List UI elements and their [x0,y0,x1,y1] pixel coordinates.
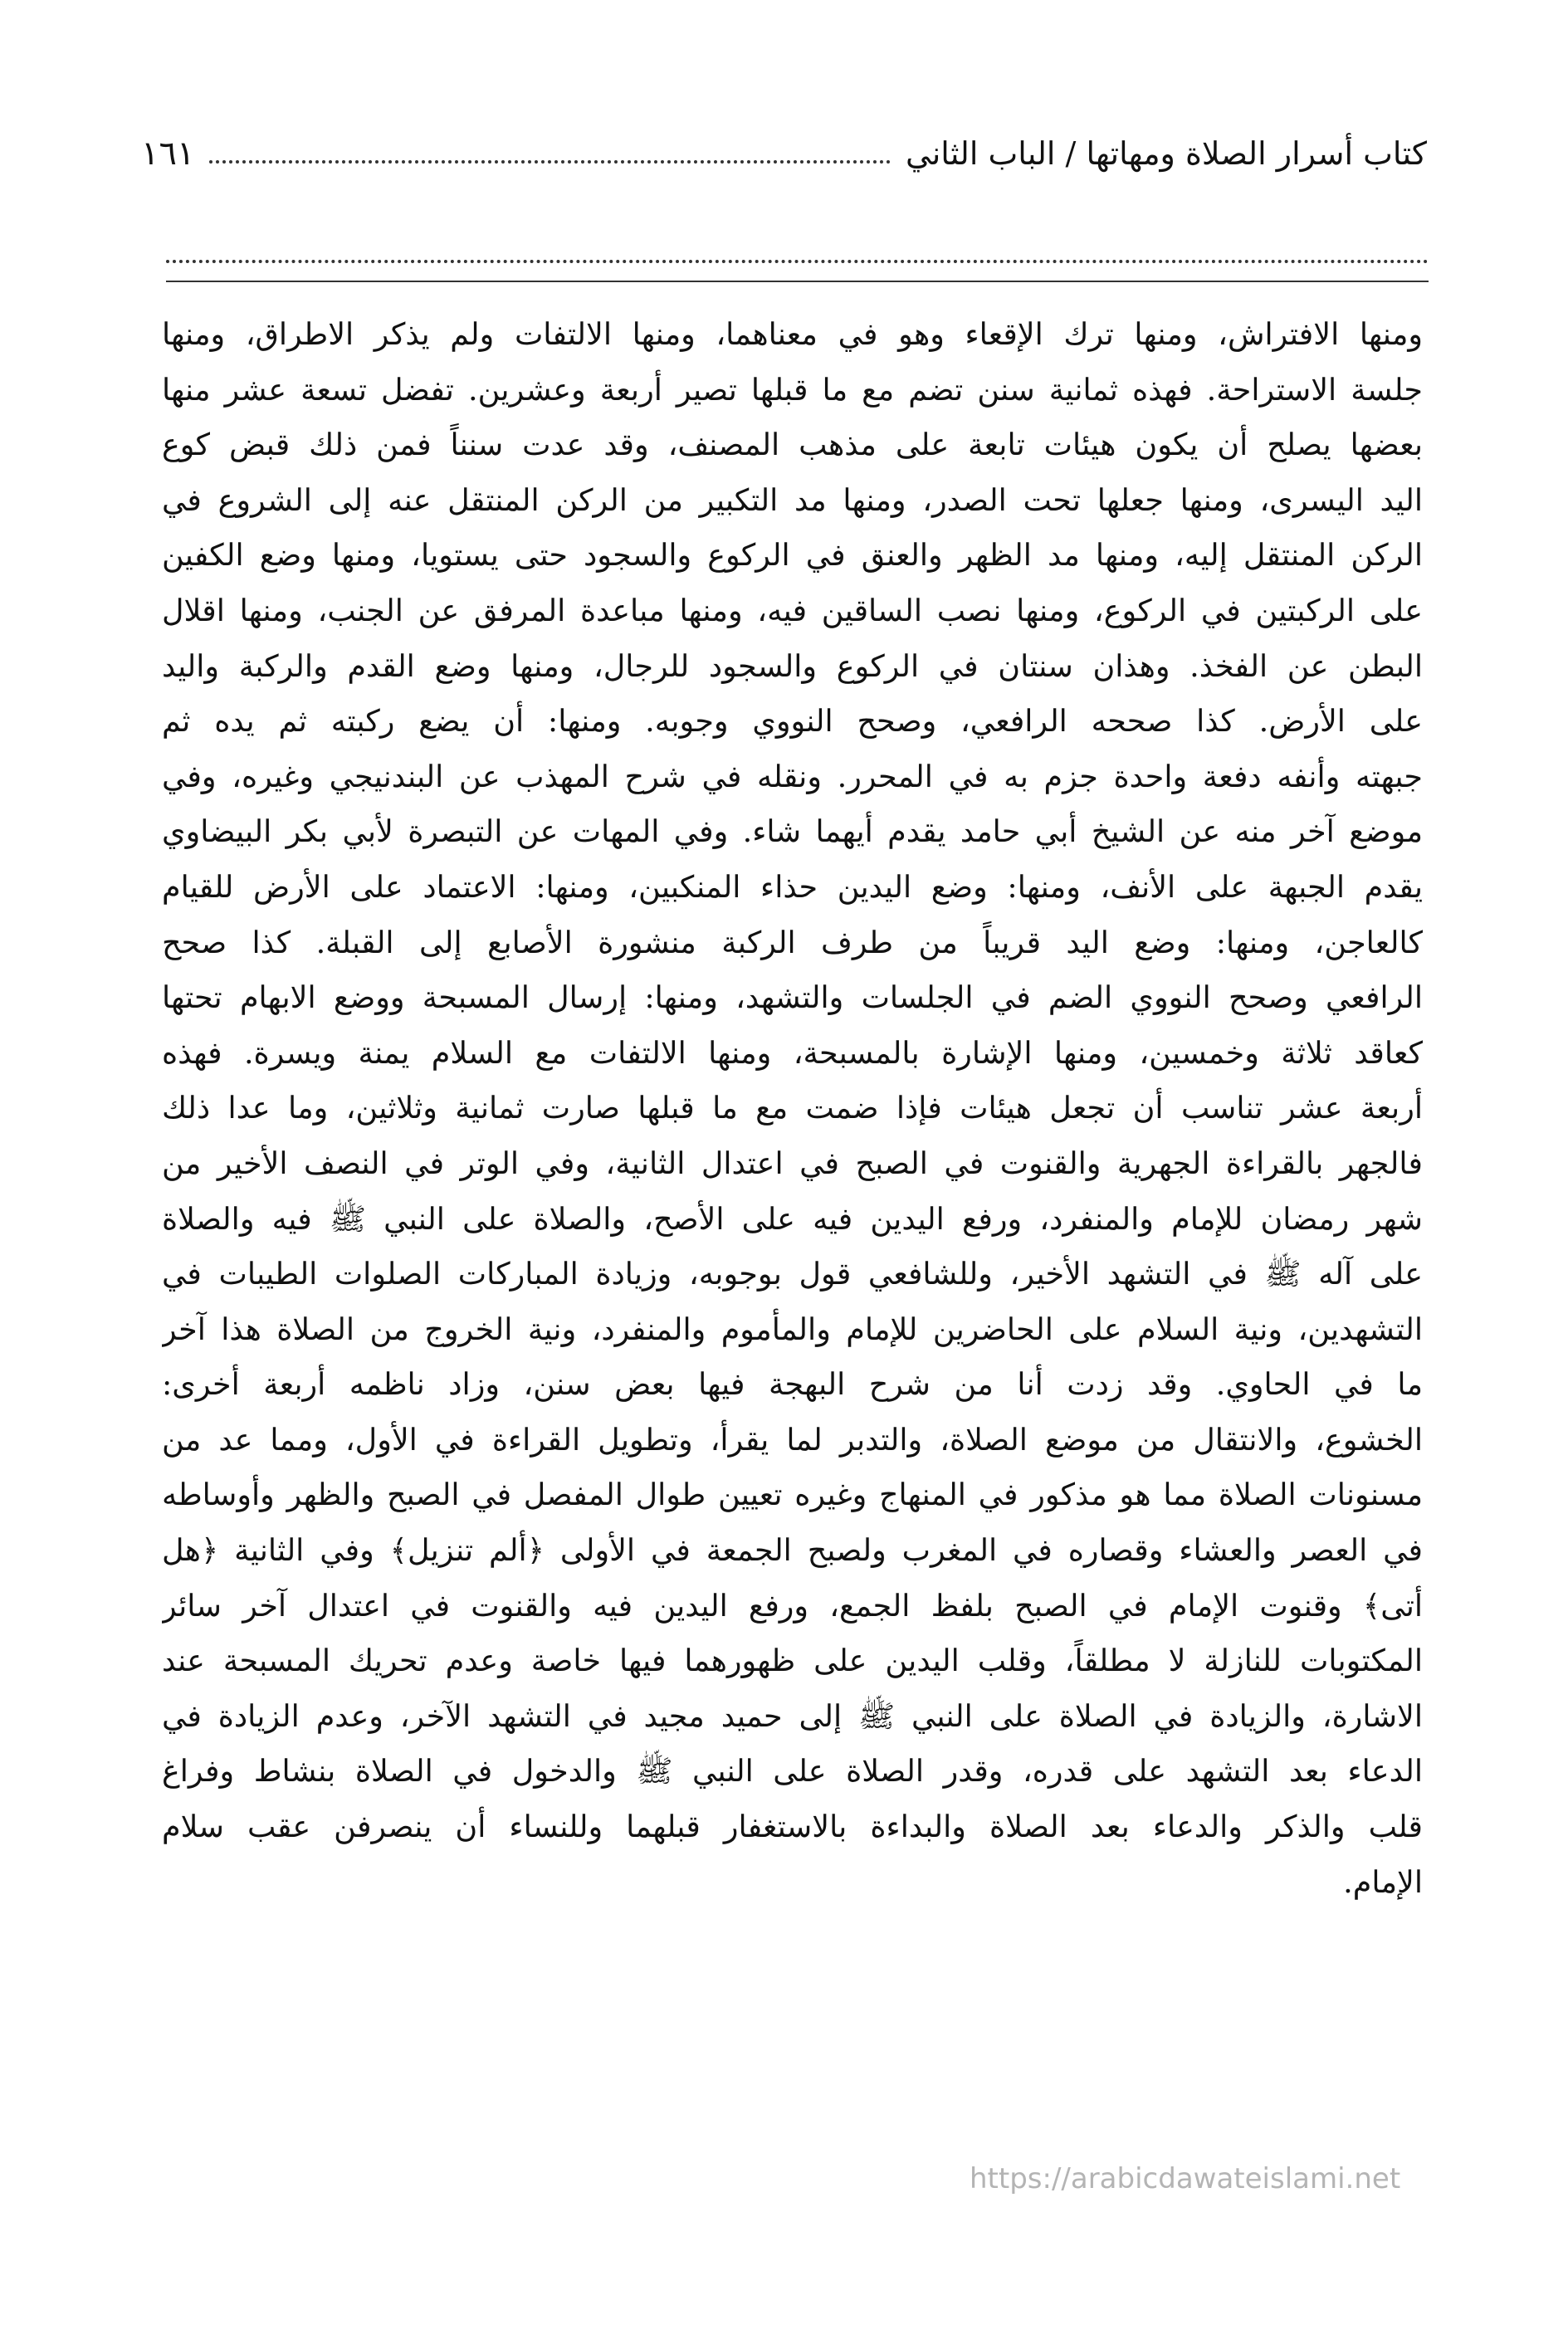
header-title: كتاب أسرار الصلاة ومهاتها / الباب الثاني [906,135,1427,172]
text-line: على آله ﷺ في التشهد الأخير، وللشافعي قول بوجوبه، وزيادة المباركات الصلوات الطيبات في [162,1256,1423,1292]
text-line: يقدم الجبهة على الأنف، ومنها: وضع اليدين حذاء المنكبين، ومنها: الاعتماد على الأرض للقيام [162,868,1423,905]
text-line: أتى﴾ وقنوت الإمام في الصبح بلفظ الجمع، ورفع اليدين فيه والقنوت في اعتدال آخر سائر [162,1587,1423,1624]
text-line: الخشوع، والانتقال من موضع الصلاة، والتدبر لما يقرأ، وتطويل القراءة في الأول، ومما عد من [162,1421,1423,1458]
text-line: بعضها يصلح أن يكون هيئات تابعة على مذهب المصنف، وقد عدت سنناً فمن ذلك قبض كوع [162,427,1423,463]
text-line: قلب والذكر والدعاء بعد الصلاة والبداءة بالاستغفار قبلهما وللنساء أن ينصرفن عقب سلام [162,1809,1423,1845]
text-line: الاشارة، والزيادة في الصلاة على النبي ﷺ إلى حميد مجيد في التشهد الآخر، وعدم الزيادة في [162,1697,1423,1734]
text-line: الركن المنتقل إليه، ومنها مد الظهر والعنق في الركوع والسجود حتى يستويا، ومنها وضع الكفين [162,537,1423,574]
text-line: فالجهر بالقراءة الجهرية والقنوت في الصبح في اعتدال الثانية، وفي الوتر في النصف الأخير من [162,1145,1423,1181]
text-line: مسنونات الصلاة مما هو مذكور في المنهاج وغيره تعيين طوال المفصل في الصبح والظهر وأوساطه [162,1477,1423,1513]
text-line: على الأرض. كذا صححه الرافعي، وصحح النووي وجوبه. ومنها: أن يضع ركبته ثم يده ثم [162,703,1423,740]
page-number: ١٦١ [141,134,195,173]
text-line: التشهدين، ونية السلام على الحاضرين للإمام والمأموم والمنفرد، ونية الخروج من الصلاة هذا آخر [162,1311,1423,1347]
body-text [162,307,1423,1910]
watermark-url: https://arabicdawateislami.net [970,2162,1401,2195]
text-line: شهر رمضان للإمام والمنفرد، ورفع اليدين فيه على الأصح، والصلاة على النبي ﷺ فيه والصلاة [162,1200,1423,1237]
text-line: في العصر والعشاء وقصاره في المغرب ولصبح الجمعة في الأولى ﴿ألم تنزيل﴾ وفي الثانية ﴿هل [162,1532,1423,1569]
text-line: كعاقد ثلاثة وخمسين، ومنها الإشارة بالمسبحة، ومنها الالتفات مع السلام يمنة ويسرة. فهذه [162,1034,1423,1071]
text-line: ما في الحاوي. وقد زدت أنا من شرح البهجة فيها بعض سنن، وزاد ناظمه أربعة أخرى: [162,1366,1423,1403]
text-line: أربعة عشر تناسب أن تجعل هيئات فإذا ضمت مع ما قبلها صارت ثمانية وثلاثين، وما عدا ذلك [162,1090,1423,1126]
text-line: موضع آخر منه عن الشيخ أبي حامد يقدم أيهما شاء. وفي المهات عن التبصرة لأبي بكر البيضاوي [162,813,1423,850]
text-line: البطن عن الفخذ. وهذان سنتان في الركوع والسجود للرجال، ومنها وضع القدم والركبة واليد [162,647,1423,684]
text-line: الرافعي وصحح النووي الضم في الجلسات والتشهد، ومنها: إرسال المسبحة ووضع الابهام تحتها [162,979,1423,1016]
text-line: كالعاجن، ومنها: وضع اليد قريباً من طرف الركبة منشورة الأصابع إلى القبلة. كذا صحح [162,924,1423,960]
text-line: على الركبتين في الركوع، ومنها نصب الساقين فيه، ومنها مباعدة المرفق عن الجنب، ومنها اقلال [162,592,1423,628]
text-line: ومنها الافتراش، ومنها ترك الإقعاء وهو في معناهما، ومنها الالتفات ولم يذكر الاطراق، ومنها [162,316,1423,352]
running-header [141,125,1427,183]
header-dotted-rule [166,260,1429,263]
text-line: الدعاء بعد التشهد على قدره، وقدر الصلاة على النبي ﷺ والدخول في الصلاة بنشاط وفراغ [162,1753,1423,1790]
body-paragraph [162,307,1423,1910]
header-leader-dots [209,160,891,164]
text-line: المكتوبات للنازلة لا مطلقاً، وقلب اليدين على ظهورهما فيها خاصة وعدم تحريك المسبحة عند [162,1643,1423,1679]
text-line: جلسة الاستراحة. فهذه ثمانية سنن تضم مع ما قبلها تصير أربعة وعشرين. تفضل تسعة عشر منها [162,371,1423,408]
text-line: الإمام. [1343,1863,1423,1900]
text-line: جبهته وأنفه دفعة واحدة جزم به في المحرر. ونقله في شرح المهذب عن البندنيجي وغيره، وفي [162,758,1423,794]
header-solid-rule [166,281,1429,282]
text-line: اليد اليسرى، ومنها جعلها تحت الصدر، ومنها مد التكبير من الركن المنتقل عنه إلى الشروع في [162,481,1423,518]
